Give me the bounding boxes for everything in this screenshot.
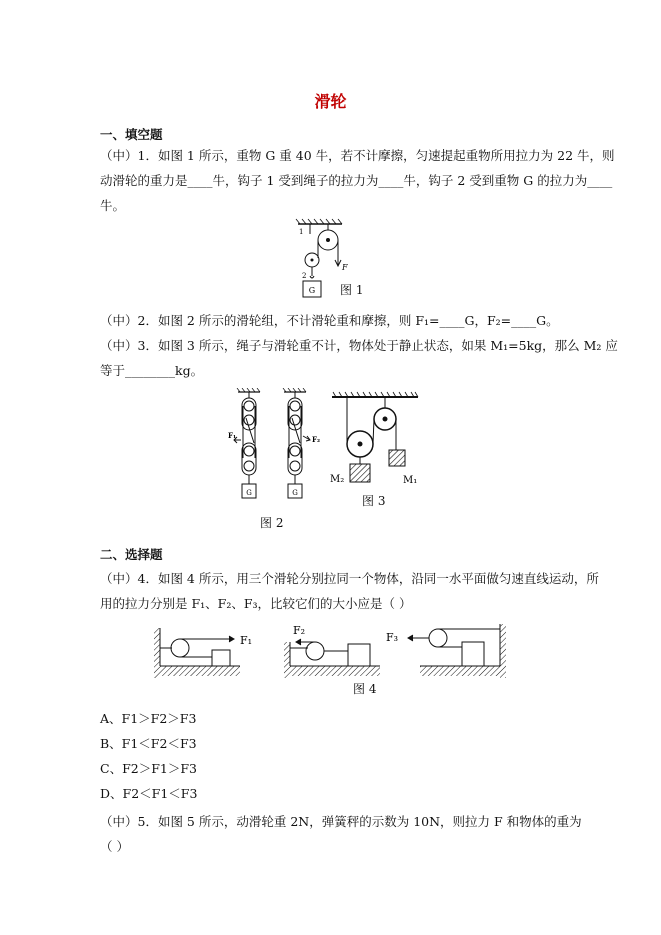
question-3 [100, 333, 618, 383]
figure-1-weight-label: G [308, 286, 316, 295]
section-choice-heading: 二、选择题 [100, 547, 163, 562]
figure-1-hook-1-label: 1 [299, 228, 304, 236]
figure-3-pulley-system [330, 388, 430, 488]
figure-1-force-label: F [342, 263, 348, 272]
question-4-options [100, 706, 197, 806]
figure-2-f2-label: F₂ [312, 435, 321, 444]
option-c: C、F2＞F1＞F3 [100, 761, 197, 776]
question-1 [100, 143, 615, 218]
figure-3-caption: 图 3 [362, 494, 386, 508]
question-5 [100, 809, 582, 859]
question-1-line-2: 动滑轮的重力是____牛，钩子 1 受到绳子的拉力为____牛，钩子 2 受到重物 G 的拉力为____ [100, 173, 613, 188]
figure-2-left-weight-label: G [246, 489, 252, 497]
question-5-line-2: （ ） [100, 839, 129, 854]
figure-4-f3-label: F₃ [386, 631, 399, 644]
figure-1-caption: 图 1 [340, 283, 364, 297]
figure-2-f1-label: F₁ [228, 431, 237, 440]
question-4-line-1: （中）4．如图 4 所示，用三个滑轮分别拉同一个物体，沿同一水平面做匀速直线运动，所 [100, 571, 599, 586]
question-4-line-2: 用的拉力分别是 F₁、F₂、F₃，比较它们的大小应是（ ） [100, 596, 412, 611]
question-2-line-1: （中）2．如图 2 所示的滑轮组，不计滑轮重和摩擦，则 F₁=____G，F₂=____G。 [100, 313, 559, 328]
question-2 [100, 308, 559, 333]
question-3-line-1: （中）3．如图 3 所示，绳子与滑轮重不计，物体处于静止状态，如果 M₁=5kg，那么 M₂ 应 [100, 338, 618, 353]
option-b: B、F1＜F2＜F3 [100, 736, 197, 751]
figure-4-caption: 图 4 [353, 682, 377, 696]
figure-4-f2-label: F₂ [293, 624, 306, 637]
question-1-line-3: 牛。 [100, 198, 126, 213]
figure-3-m1-label: M₁ [403, 475, 418, 486]
question-4 [100, 566, 599, 616]
figure-3-m2-label: M₂ [330, 474, 345, 485]
question-1-line-1: （中）1．如图 1 所示，重物 G 重 40 牛，若不计摩擦，匀速提起重物所用拉力为 22 牛，则 [100, 148, 615, 163]
figure-2-right-weight-label: G [292, 489, 298, 497]
page-title: 滑轮 [314, 92, 347, 111]
section-fill-in-heading: 一、填空题 [100, 127, 163, 142]
figure-4-horizontal-pulleys [150, 620, 510, 680]
figure-2-caption: 图 2 [260, 516, 284, 530]
question-3-line-2: 等于________kg。 [100, 363, 204, 378]
figure-1-hook-2-label: 2 [302, 272, 307, 280]
figure-2-pulley-blocks [228, 388, 324, 503]
figure-4-f1-label: F₁ [240, 634, 253, 647]
question-5-line-1: （中）5．如图 5 所示，动滑轮重 2N，弹簧秤的示数为 10N，则拉力 F 和物体的重为 [100, 814, 582, 829]
option-a: A、F1＞F2＞F3 [100, 711, 197, 726]
option-d: D、F2＜F1＜F3 [100, 786, 198, 801]
